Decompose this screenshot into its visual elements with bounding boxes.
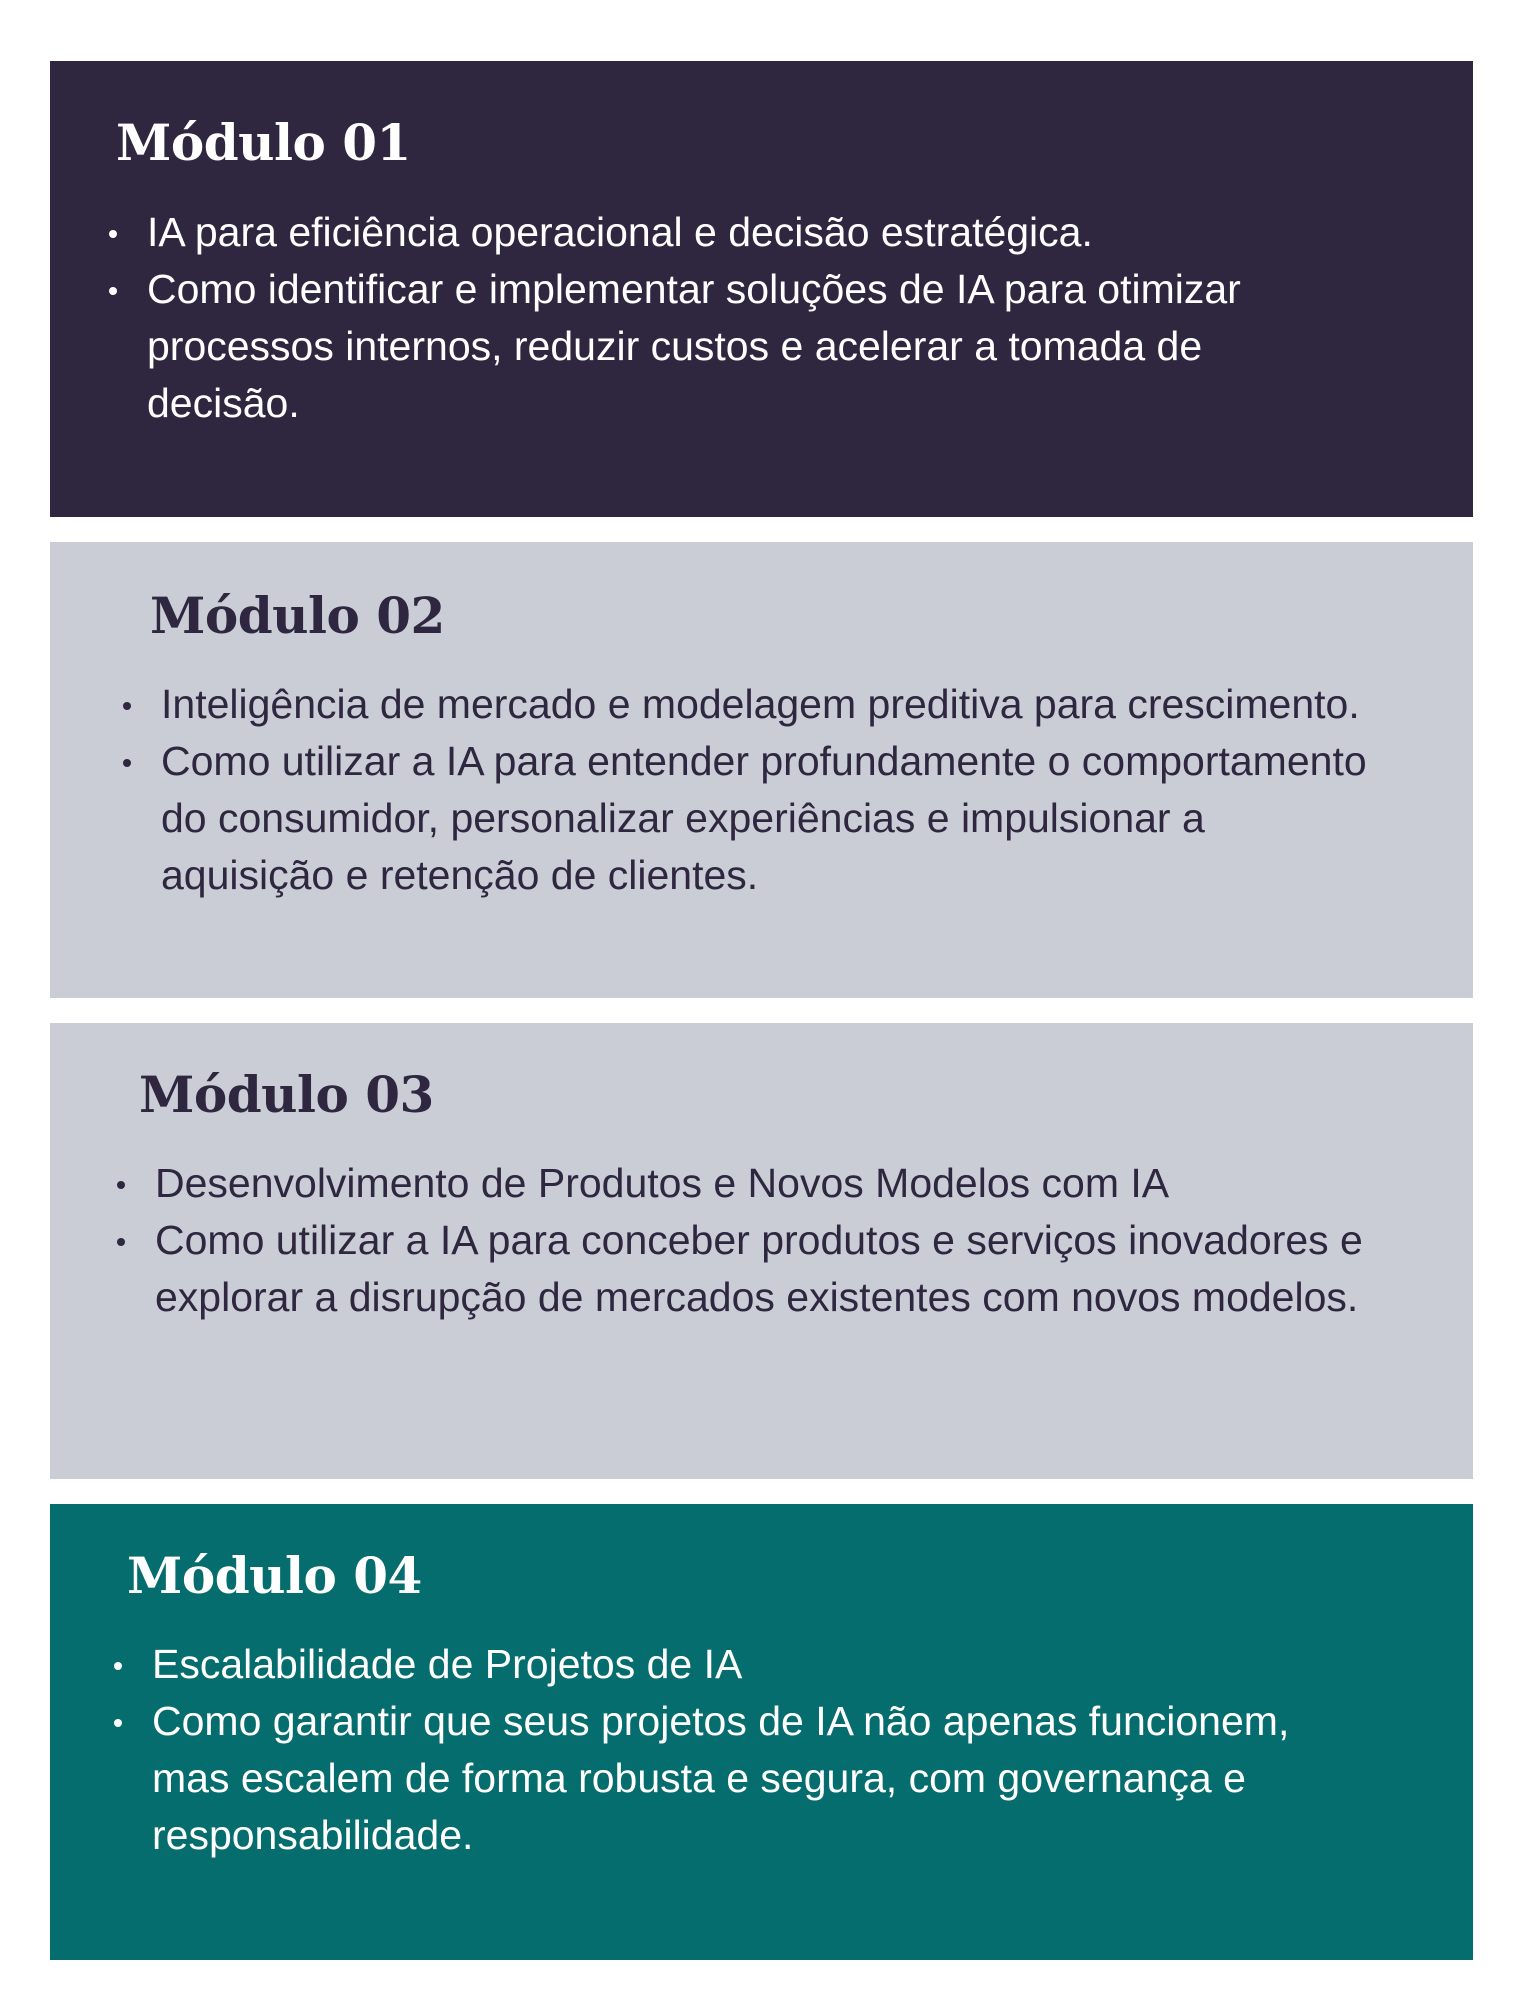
module-04-bullet-list (111, 1636, 1371, 1864)
module-03-title: Módulo 03 (139, 1065, 434, 1124)
module-01-title: Módulo 01 (116, 113, 411, 172)
module-03-card (50, 1023, 1473, 1479)
module-04-bullet-2: Como garantir que seus projetos de IA não apenas funcionem, mas escalem de forma robusta e segura, com governança e responsabilidade. (111, 1693, 1371, 1864)
module-01-bullet-1: IA para eficiência operacional e decisão estratégica. (106, 204, 1366, 261)
module-01-bullet-list (106, 204, 1366, 432)
module-02-bullet-1: Inteligência de mercado e modelagem preditiva para crescimento. (120, 676, 1380, 733)
module-02-title: Módulo 02 (150, 586, 445, 645)
module-01-card (50, 61, 1473, 517)
module-02-bullet-2: Como utilizar a IA para entender profundamente o comportamento do consumidor, personalizar experiências e impulsionar a aquisição e retenção de clientes. (120, 733, 1380, 904)
module-04-card (50, 1504, 1473, 1960)
module-02-card (50, 542, 1473, 998)
module-04-bullet-1: Escalabilidade de Projetos de IA (111, 1636, 1371, 1693)
module-03-bullet-2: Como utilizar a IA para conceber produtos e serviços inovadores e explorar a disrupção de mercados existentes com novos modelos. (114, 1212, 1374, 1326)
module-01-bullet-2: Como identificar e implementar soluções de IA para otimizar processos internos, reduzir custos e acelerar a tomada de decisão. (106, 261, 1366, 432)
module-03-bullet-list (114, 1155, 1374, 1326)
module-03-bullet-1: Desenvolvimento de Produtos e Novos Modelos com IA (114, 1155, 1374, 1212)
module-04-title: Módulo 04 (127, 1546, 422, 1605)
module-02-bullet-list (120, 676, 1380, 904)
